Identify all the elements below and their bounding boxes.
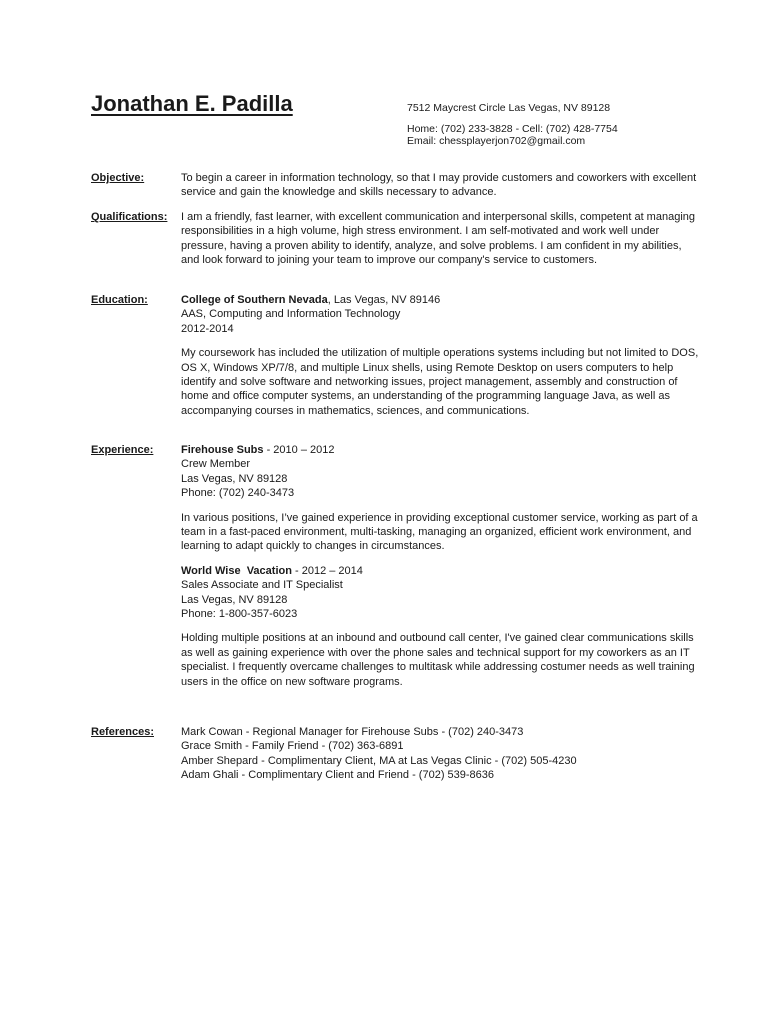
degree: AAS, Computing and Information Technology	[181, 308, 401, 321]
phone-numbers: Home: (702) 233-3828 - Cell: (702) 428-7754	[407, 122, 618, 135]
reference-item: Adam Ghali - Complimentary Client and Friend - (702) 539-8636	[181, 769, 495, 782]
applicant-name: Jonathan E. Padilla	[91, 91, 293, 116]
contact-info	[407, 102, 618, 148]
job-title: Sales Associate and IT Specialist	[181, 579, 343, 592]
job-heading	[181, 564, 701, 578]
job-title: Crew Member	[181, 458, 251, 471]
education-years: 2012-2014	[181, 322, 234, 335]
job-phone: Phone: 1-800-357-6023	[181, 608, 298, 621]
job-entry	[181, 564, 701, 689]
job-description: Holding multiple positions at an inbound and outbound call center, I've gained clear communications skills as well as gaining experience with over the phone sales and technical support for my coworkers as an IT specialist. I frequently overcame challenges to multitask while addressing costumer needs as well training users in the office on new software programs.	[181, 632, 695, 688]
company-name: Firehouse Subs	[181, 444, 264, 456]
school-location: , Las Vegas, NV 89146	[327, 294, 441, 306]
job-location: Las Vegas, NV 89128	[181, 472, 288, 485]
job-location: Las Vegas, NV 89128	[181, 593, 288, 606]
address: 7512 Maycrest Circle Las Vegas, NV 89128	[407, 102, 611, 114]
job-dates: - 2012 – 2014	[291, 564, 363, 577]
job-entry	[181, 443, 701, 554]
job-phone: Phone: (702) 240-3473	[181, 487, 295, 500]
email-address: Email: chessplayerjon702@gmail.com	[407, 135, 586, 147]
job-dates: - 2010 – 2012	[263, 444, 335, 456]
qualifications-section	[181, 210, 701, 268]
school-line	[181, 293, 701, 307]
job-heading	[181, 443, 701, 457]
company-name: World Wise Vacation	[181, 564, 292, 577]
references-label: References:	[91, 726, 154, 738]
reference-item: Amber Shepard - Complimentary Client, MA at Las Vegas Clinic - (702) 505-4230	[181, 754, 577, 767]
qualifications-text: I am a friendly, fast learner, with excellent communication and interpersonal skills, competent at managing responsibilities in a high volume, high stress environment. I am self-motivated and work well under pressure, having a proven ability to identify, analyze, and solve problems. I am confident in my abilities, and look forward to joining your team to improve our company's service to customers.	[181, 211, 695, 267]
objective-label: Objective:	[91, 172, 145, 184]
qualifications-label: Qualifications:	[91, 211, 168, 223]
experience-label: Experience:	[91, 444, 154, 456]
coursework-text: My coursework has included the utilization of multiple operations systems including but not limited to DOS, OS X, Windows XP/7/8, and multiple Linux shells, using Remote Desktop on users computers to help identify and solve software and networking issues, project management, assembly and construction of home and office computer systems, an understanding of the programming language Java, as well as accompanying courses in mathematics, sciences, and communications.	[181, 347, 699, 417]
experience-section	[181, 443, 701, 689]
education-section	[181, 293, 701, 418]
school-name: College of Southern Nevada	[181, 294, 328, 306]
reference-item: Mark Cowan - Regional Manager for Firehouse Subs - (702) 240-3473	[181, 726, 524, 738]
objective-section	[181, 171, 701, 200]
references-section	[181, 725, 701, 783]
education-label: Education:	[91, 294, 148, 306]
reference-item: Grace Smith - Family Friend - (702) 363-6891	[181, 740, 404, 753]
objective-text: To begin a career in information technology, so that I may provide customers and coworkers with excellent service and gain the knowledge and skills necessary to advance.	[181, 172, 697, 199]
job-description: In various positions, I’ve gained experience in providing exceptional customer service, working as part of a team in a fast-paced environment, multi-tasking, managing an organized, efficient work environment, and learning to adapt quickly to changes in circumstances.	[181, 511, 698, 553]
